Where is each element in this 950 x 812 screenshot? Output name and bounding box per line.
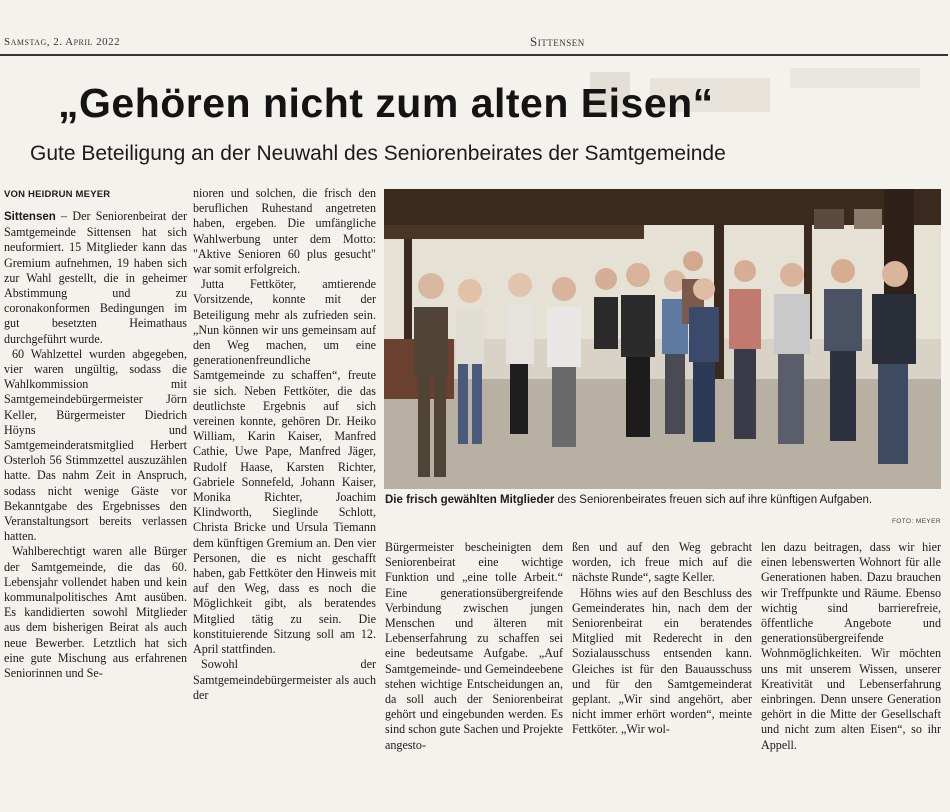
photo-credit: FOTO: MEYER — [891, 518, 941, 525]
dateline: Sittensen — [4, 211, 56, 223]
headline: „Gehören nicht zum alten Eisen“ — [58, 80, 714, 126]
article-paragraph: ßen und auf den Weg gebracht worden, ich freue mich auf die nächste Runde“, sagte Keller. — [572, 540, 752, 585]
section-name: Sittensen — [530, 34, 585, 49]
article-column-2 — [193, 186, 376, 703]
group-photo — [384, 189, 941, 489]
subheadline: Gute Beteiligung an der Neuwahl des Seniorenbeirates der Samtgemeinde — [30, 142, 726, 165]
article-paragraph: Wahlberechtigt waren alle Bürger der Samtgemeinde, die das 60. Lebensjahr vollendet haben und kein kommunalpolitisches Amt ausüben. Es kandidierten sowohl Mitglieder aus dem bisherigen Beirat als auch neue Bewerber. Letztlich hat sich eine gute Mischung aus erfahrenen Seniorinnen und Se- — [4, 544, 187, 681]
article-paragraph: Sowohl der Samtgemeindebürgermeister als auch der — [193, 657, 376, 702]
article-paragraph: Bürgermeister bescheinigten dem Seniorenbeirat eine wichtige Funktion und „eine tolle Arbeit.“ Eine generationsübergreifende Verbindung zwischen jungen Menschen und älteren mit Lebenserfahrung zu schaffen sei eine bedeutsame Aufgabe. „Auf Samtgemeinde- und Gemeindeebene stehen wichtige Entscheidungen an, da soll auch der Seniorenbeirat gehört und eingebunden werden. Es sind schon gute Sachen und Projekte angesto- — [385, 540, 563, 752]
article-paragraph: Höhns wies auf den Beschluss des Gemeinderates hin, nach dem der Seniorenbeirat ein beratendes Mitglied mit Rederecht in den Sozialausschuss entsenden kann. Gleiches ist für den Bauausschuss und für den Samtgemeinderat geplant. „Wir sind angehört, aber nicht immer erhört worden“, meinte Fettköter. „Wir wol- — [572, 585, 752, 737]
byline: VON HEIDRUN MEYER — [4, 189, 111, 200]
article-column-3 — [385, 540, 563, 753]
photo-caption: Die frisch gewählten Mitglieder des Seniorenbeirates freuen sich auf ihre künftigen Aufgaben. — [385, 494, 873, 506]
article-column-4 — [572, 540, 752, 738]
article-paragraph: len dazu beitragen, dass wir hier einen lebenswerten Wohnort für alle Generationen haben. Dazu brauchen wir Treffpunkte und Räume. Ebenso wichtig sind barrierefreie, öffentliche Angebote und generationsübergreifende Wohnmöglichkeiten. Wir möchten uns mit unserem Wissen, unserer Kreativität und Lebenserfahrung einbringen. Denn unsere Generation gehört in die Mitte der Gesellschaft und nicht zum alten Eisen“, so ihr Appell. — [761, 540, 941, 752]
article-paragraph: Sittensen – Der Seniorenbeirat der Samtgemeinde Sittensen hat sich neuformiert. 15 Mitglieder kann das Gremium aufnehmen, 19 haben sich zur Wahl gestellt, die in geheimer Abstimmung und zu coronakonformen Bedingungen im gut besetzten Heimathaus durchgeführt wurde. — [4, 209, 187, 346]
page-header — [0, 0, 950, 62]
article-paragraph: Jutta Fettköter, amtierende Vorsitzende, konnte mit der Beteiligung mehr als zufrieden sein. „Nun können wir uns gemeinsam auf den Weg machen, um eine generationenfreundliche Samtgemeinde zu schaffen“, freute sie sich. Neben Fettköter, die das deutlichste Ergebnis auf sich vereinen konnte, gehören Dr. Heiko William, Karin Kaiser, Manfred Cathie, Uwe Pape, Manfred Jäger, Rudolf Haase, Karsten Richter, Gabriele Sonnefeld, Johann Kaiser, Monika Richter, Joachim Klindworth, Sieglinde Schlott, Christa Bricke und Ursula Tiemann dem künftigen Gremium an. Den vier Personen, die es nicht geschafft haben, gab Fettköter den Hinweis mit auf den Weg, dass es noch die Möglichkeit gibt, als beratendes Mitglied tätig zu sein. Die konstituierende Sitzung soll am 12. April stattfinden. — [193, 277, 376, 657]
group-photo-illustration — [384, 189, 941, 489]
article-column-1 — [4, 209, 187, 681]
article-paragraph: 60 Wahlzettel wurden abgegeben, vier waren ungültig, sodass die Wahlkommission mit Samtgemeindebürgermeister Jörn Keller, Bürgermeister Diedrich Höyns und Samtgemeinderatsmitglied Herbert Osterloh 56 Stimmzettel auszuzählen hatte. Das nahm Zeit in Anspruch, sodass nicht wenige Gäste vor Bekanntgabe des Ergebnisses den Veranstaltungsort bereits verlassen hatten. — [4, 346, 187, 544]
header-rule — [0, 54, 948, 56]
issue-date: Samstag, 2. April 2022 — [4, 36, 121, 48]
article-paragraph: nioren und solchen, die frisch den beruflichen Ruhestand angetreten haben, ergeben. Die umfängliche Wahlwerbung unter dem Motto: "Aktive Senioren 60 plus gesucht" war somit erfolgreich. — [193, 186, 376, 277]
article-column-5 — [761, 540, 941, 753]
